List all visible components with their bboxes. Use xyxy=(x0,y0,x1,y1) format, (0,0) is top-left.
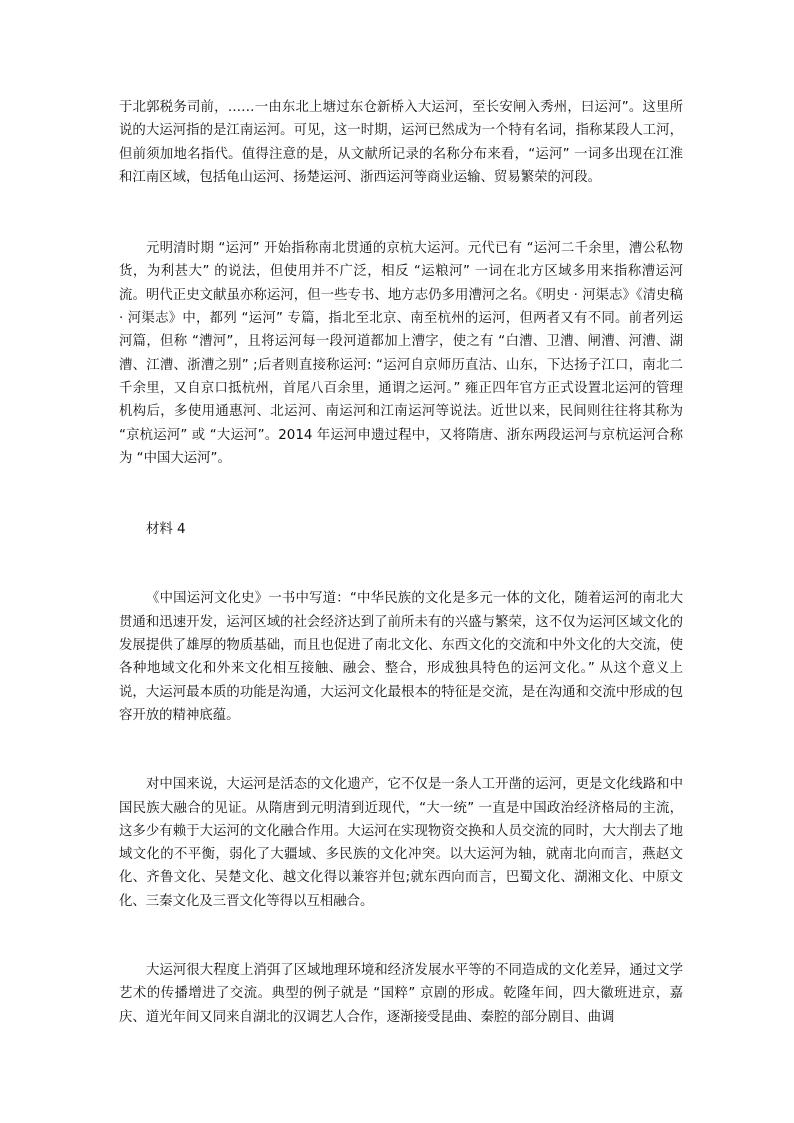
paragraph-1: 于北郭税务司前，……一由东北上塘过东仓新桥入大运河，至长安闸入秀州，曰运河”。这里所说的大运河指的是江南运河。可见，这一时期，运河已然成为一个特有名词，指称某段人工河，但前须加地名指代。值得注意的是，从文献所记录的名称分布来看，“运河” 一词多出现在江淮和江南区域，包括龟山运河、扬楚运河、浙西运河等商业运输、贸易繁荣的河段。 xyxy=(119,100,683,185)
paragraph-5: 大运河很大程度上消弭了区域地理环境和经济发展水平等的不同造成的文化差异，通过文学艺术的传播增进了交流。典型的例子就是 “国粹” 京剧的形成。乾隆年间，四大徽班进京，嘉庆、道光年间又同来自湖北的汉调艺人合作，逐渐接受昆曲、秦腔的部分剧目、曲调 xyxy=(119,963,683,1025)
paragraph-spacer xyxy=(119,189,683,237)
document-page xyxy=(119,96,683,1029)
paragraph-4: 对中国来说，大运河是活态的文化遗产，它不仅是一条人工开凿的运河，更是文化线路和中国民族大融合的见证。从隋唐到元明清到近现代，“大一统” 一直是中国政治经济格局的主流，这多少有赖于大运河的文化融合作用。大运河在实现物资交换和人员交流的同时，大大削去了地域文化的不平衡，弱化了大疆域、多民族的文化冲突。以大运河为轴，就南北向而言，燕赵文化、齐鲁文化、吴楚文化、越文化得以兼容并包;就东西向而言，巴蜀文化、湖湘文化、中原文化、三秦文化及三晋文化等得以互相融合。 xyxy=(119,777,683,909)
paragraph-3: 《中国运河文化史》一书中写道：“中华民族的文化是多元一体的文化，随着运河的南北大贯通和迅速开发，运河区域的社会经济达到了前所未有的兴盛与繁荣，这不仅为运河区域文化的发展提供了雄厚的物质基础，而且也促进了南北文化、东西文化的交流和中外文化的大交流，使各种地域文化和外来文化相互接触、融会、整合，形成独具特色的运河文化。” 从这个意义上说，大运河最本质的功能是沟通，大运河文化最根本的特征是交流，是在沟通和交流中形成的包容开放的精神底蕴。 xyxy=(119,591,683,723)
section-heading: 材料 4 xyxy=(146,522,186,538)
paragraph-spacer xyxy=(119,541,683,587)
paragraph-spacer xyxy=(119,727,683,773)
paragraph-spacer xyxy=(119,913,683,959)
paragraph-2: 元明清时期 “运河” 开始指称南北贯通的京杭大运河。元代已有 “运河二千余里，漕公私物货，为利甚大” 的说法，但使用并不广泛，相反 “运粮河” 一词在北方区域多用来指称漕运河流。明代正史文献虽亦称运河，但一些专书、地方志仍多用漕河之名。《明史 · 河渠志》《清史稿 · 河渠志》中，都列 “运河” 专篇，指北至北京、南至杭州的运河，但两者又有不同。前者列运河篇，但称 “漕河”，且将运河每一段河道都加上漕字，使之有 “白漕、卫漕、闸漕、河漕、湖漕、江漕、浙漕之别” ;后者则直接称运河: “运河自京师历直沽、山东，下达扬子江口，南北二千余里，又自京口抵杭州，首尾八百余里，通谓之运河。” 雍正四年官方正式设置北运河的管理机构后，多使用通惠河、北运河、南运河和江南运河等说法。近世以来，民间则往往将其称为 “京杭运河” 或 “大运河”。2014 年运河申遗过程中，又将隋唐、浙东两段运河与京杭运河合称为 “中国大运河”。 xyxy=(119,241,683,466)
paragraph-spacer xyxy=(119,470,683,518)
